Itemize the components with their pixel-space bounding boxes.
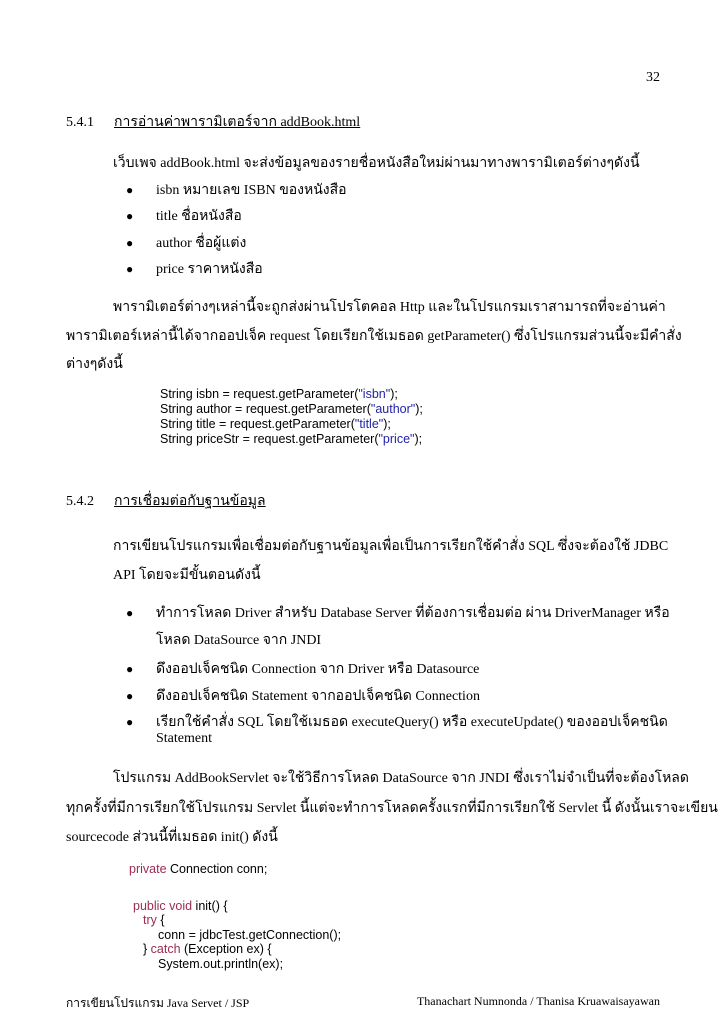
footer-left: การเขียนโปรแกรม Java Servet / JSP [66, 996, 250, 1010]
bullet-icon: ● [126, 715, 134, 729]
paragraph-line: โปรแกรม AddBookServlet จะใช้วิธีการโหลด DataSource จาก JNDI ซึ่งเราไม่จำเป็นที่จะต้องโหลด [113, 771, 689, 786]
code-line: System.out.println(ex); [158, 957, 284, 971]
section-number: 5.4.2 [66, 494, 94, 509]
paragraph-line: พารามิเตอร์ต่างๆเหล่านี้จะถูกส่งผ่านโปรโตคอล Http และในโปรแกรมเราสามารถที่จะอ่านค่า [113, 300, 666, 315]
code-line: private Connection conn; [129, 862, 268, 876]
paragraph-line: ทุกครั้งที่มีการเรียกใช้โปรแกรม Servlet นี้แต่จะทำการโหลดครั้งแรกที่มีการเรียกใช้ Servlet นี้ ดังนั้นเราจะเขียน [66, 801, 718, 816]
bullet-icon: ● [126, 606, 134, 620]
list-item-continuation: Statement [156, 731, 212, 746]
section-title: การเชื่อมต่อกับฐานข้อมูล [114, 494, 266, 509]
list-item: ● ทำการโหลด Driver สำหรับ Database Server ที่ต้องการเชื่อมต่อ ผ่าน DriverManager หรือ [126, 606, 670, 621]
paragraph-line: ต่างๆดังนี้ [66, 357, 123, 372]
list-item: ● ดึงออปเจ็คชนิด Connection จาก Driver หรือ Datasource [126, 662, 480, 677]
paragraph-line: sourcecode ส่วนนี้ที่เมธอด init() ดังนี้ [66, 830, 278, 845]
list-item: ● title ชื่อหนังสือ [126, 209, 242, 224]
bullet-icon: ● [126, 183, 134, 197]
list-item: ● price ราคาหนังสือ [126, 262, 263, 277]
bullet-icon: ● [126, 262, 134, 276]
code-line: } catch (Exception ex) { [143, 942, 272, 956]
code-line: try { [143, 913, 165, 927]
bullet-icon: ● [126, 236, 134, 250]
paragraph-line: การเขียนโปรแกรมเพื่อเชื่อมต่อกับฐานข้อมูลเพื่อเป็นการเรียกใช้คำสั่ง SQL ซึ่งจะต้องใช้ JDBC [113, 539, 669, 554]
bullet-icon: ● [126, 662, 134, 676]
list-item: ● เรียกใช้คำสั่ง SQL โดยใช้เมธอด executeQuery() หรือ executeUpdate() ของออปเจ็คชนิด [126, 715, 668, 730]
section-number: 5.4.1 [66, 115, 94, 130]
section-title: การอ่านค่าพารามิเตอร์จาก addBook.html [114, 115, 361, 130]
bullet-icon: ● [126, 209, 134, 223]
code-line: String author = request.getParameter("author"); [160, 402, 423, 416]
list-item: ● author ชื่อผู้แต่ง [126, 236, 247, 251]
code-line: String isbn = request.getParameter("isbn"); [160, 387, 398, 401]
section-heading-541 [66, 111, 360, 133]
bullet-icon: ● [126, 689, 134, 703]
footer-right: Thanachart Numnonda / Thanisa Kruawaisayawan [416, 994, 660, 1008]
page-number: 32 [646, 70, 660, 85]
code-line: String title = request.getParameter("title"); [160, 417, 391, 431]
code-line: String priceStr = request.getParameter("price"); [160, 432, 423, 446]
list-item: ● isbn หมายเลข ISBN ของหนังสือ [126, 183, 347, 198]
paragraph-intro-541: เว็บเพจ addBook.html จะส่งข้อมูลของรายชื่อหนังสือใหม่ผ่านมาทางพารามิเตอร์ต่างๆดังนี้ [113, 156, 640, 171]
paragraph-line: พารามิเตอร์เหล่านี้ได้จากออปเจ็ค request โดยเรียกใช้เมธอด getParameter() ซึ่งโปรแกรมส่วนนี้จะมีคำสั่ง [66, 329, 682, 344]
list-item-continuation: โหลด DataSource จาก JNDI [156, 633, 322, 648]
code-line: conn = jdbcTest.getConnection(); [158, 928, 342, 942]
list-item: ● ดึงออปเจ็คชนิด Statement จากออปเจ็คชนิด Connection [126, 689, 480, 704]
code-block-parameters [160, 387, 423, 447]
section-heading-542 [66, 490, 266, 512]
paragraph-line: API โดยจะมีขั้นตอนดังนี้ [113, 568, 261, 583]
code-line: public void init() { [133, 899, 228, 913]
